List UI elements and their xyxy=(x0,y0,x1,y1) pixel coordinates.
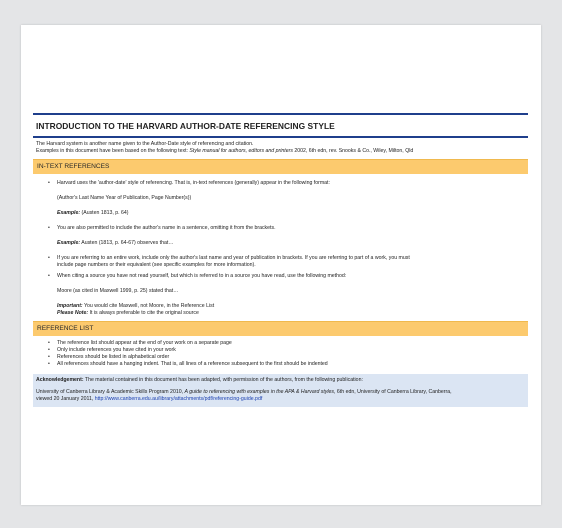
bullet-icon: • xyxy=(48,361,50,367)
bullet-icon: • xyxy=(48,340,50,346)
ref-list-item-4 xyxy=(33,361,528,368)
document-page xyxy=(21,25,541,505)
ack-line-2 xyxy=(36,389,525,396)
in-text-item-1 xyxy=(33,180,528,187)
ack-label: Acknowledgement: xyxy=(36,377,84,383)
ref-list-item-4-text: All references should have a hanging indent. That is, all lines of a reference subsequent to the first should be indented xyxy=(57,361,328,367)
important-note xyxy=(33,303,528,310)
in-text-item-3 xyxy=(33,255,528,262)
in-text-item-3-line-2: include page numbers or their equivalent (see specific examples for more information). xyxy=(57,262,256,268)
in-text-item-1-text: Harvard uses the 'author-date' style of referencing. That is, in-text references (generally) appear in the following format: xyxy=(57,180,330,186)
in-text-item-4 xyxy=(33,273,528,280)
please-note-label: Please Note: xyxy=(57,310,89,316)
bullet-icon: • xyxy=(48,225,50,231)
bullet-icon: • xyxy=(48,255,50,261)
intro-line-2-start: Examples in this document have been based on the following text: xyxy=(36,148,190,154)
intro-text xyxy=(33,138,528,159)
intro-line-2 xyxy=(36,148,525,155)
ack-line-1 xyxy=(36,377,525,384)
format-line: (Author's Last Name Year of Publication, Page Number(s)) xyxy=(57,195,192,201)
ack-line-3-start: viewed 20 January 2011, xyxy=(36,396,95,402)
ack-guide-title: A guide to referencing with examples in the APA & Harvard styles xyxy=(184,389,335,395)
document-content xyxy=(33,113,528,407)
example-1-label: Example: xyxy=(57,210,81,216)
in-text-references-heading: IN-TEXT REFERENCES xyxy=(33,159,528,174)
important-label: Important: xyxy=(57,303,83,309)
ref-list-item-1-text: The reference list should appear at the end of your work on a separate page xyxy=(57,340,232,346)
ref-list-item-1 xyxy=(33,340,528,347)
reference-list-heading: REFERENCE LIST xyxy=(33,321,528,336)
ref-list-item-3-text: References should be listed in alphabetical order xyxy=(57,354,170,360)
ack-text: The material contained in this document has been adapted, with permission of the authors, from the following publication: xyxy=(83,377,363,383)
ref-list-item-2 xyxy=(33,347,528,354)
in-text-item-3-line-1: If you are referring to an entire work, include only the author's last name and year of publication in brackets. If you are referring to part of a work, you must xyxy=(57,255,410,261)
page-title: INTRODUCTION TO THE HARVARD AUTHOR-DATE REFERENCING STYLE xyxy=(36,121,335,131)
bullet-icon: • xyxy=(48,354,50,360)
important-text: You would cite Maxwell, not Moore, in the Reference List xyxy=(82,303,215,309)
in-text-item-4-text: When citing a source you have not read yourself, but which is referred to in a source you have read, use the following method: xyxy=(57,273,347,279)
intro-line-2-book-title: Style manual for authors, editors and printers xyxy=(189,148,293,154)
ack-line-2-end: , 6th edn, University of Canberra Library, Canberra, xyxy=(334,389,452,395)
ack-line-2-start: University of Canberra Library & Academic Skills Program 2010, xyxy=(36,389,185,395)
intro-line-2-end: 2002, 6th edn, rev. Snooks & Co., Wiley, Milton, Qld xyxy=(292,148,414,154)
bullet-icon: • xyxy=(48,273,50,279)
please-note xyxy=(33,310,528,317)
intro-line-1: The Harvard system is another name given to the Author-Date style of referencing and citation. xyxy=(36,141,254,147)
cited-example: Moore (as cited in Maxwell 1999, p. 25) stated that… xyxy=(57,288,179,294)
in-text-item-2 xyxy=(33,225,528,232)
example-1 xyxy=(33,210,528,217)
ref-list-item-3 xyxy=(33,354,528,361)
please-note-text: It is always preferable to cite the original source xyxy=(88,310,199,316)
example-2-text: Austen (1813, p. 64-67) observes that… xyxy=(80,240,174,246)
example-2 xyxy=(33,240,528,247)
ack-line-3 xyxy=(36,396,525,403)
bullet-icon: • xyxy=(48,347,50,353)
bullet-icon: • xyxy=(48,180,50,186)
example-2-label: Example: xyxy=(57,240,81,246)
example-1-text: (Austen 1813, p. 64) xyxy=(80,210,129,216)
referencing-guide-link[interactable]: http://www.canberra.edu.au/library/attachments/pdf/referencing-guide.pdf xyxy=(94,396,263,402)
acknowledgement-box xyxy=(33,374,528,407)
ref-list-item-2-text: Only include references you have cited in your work xyxy=(57,347,176,353)
in-text-item-2-text: You are also permitted to include the author's name in a sentence, omitting it from the brackets. xyxy=(57,225,276,231)
